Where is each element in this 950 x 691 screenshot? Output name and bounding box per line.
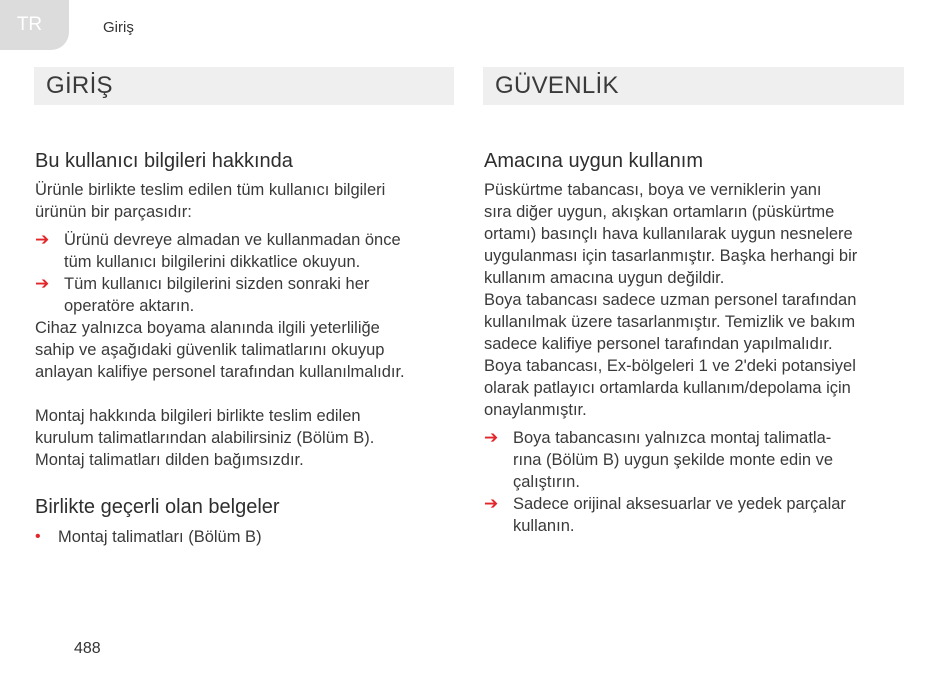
- arrow-right-icon: ➔: [484, 428, 499, 447]
- line: operatöre aktarın.: [64, 297, 195, 315]
- ex-zone-paragraph: [484, 355, 914, 421]
- line: Boya tabancası, Ex-bölgeleri 1 ve 2'deki potansiyel: [484, 357, 856, 375]
- assembly-paragraph: [35, 405, 455, 471]
- bullet-dot-icon: •: [35, 528, 41, 545]
- line: Boya tabancasını yalnızca montaj talimatla-: [513, 429, 832, 447]
- line: Cihaz yalnızca boyama alanında ilgili yeterliliğe: [35, 319, 380, 337]
- line: sadece kalifiye personel tarafından yapılmalıdır.: [484, 335, 833, 353]
- line: Ürünü devreye almadan ve kullanmadan önce: [64, 231, 401, 249]
- about-intro: [35, 179, 455, 223]
- list-item: [484, 493, 914, 537]
- line: ürünün bir parçasıdır:: [35, 203, 192, 221]
- line: onaylanmıştır.: [484, 401, 587, 419]
- line: Sadece orijinal aksesuarlar ve yedek parçalar: [513, 495, 846, 513]
- line: Ürünle birlikte teslim edilen tüm kullanıcı bilgileri: [35, 181, 386, 199]
- arrow-right-icon: ➔: [35, 230, 50, 249]
- line: kurulum talimatlarından alabilirsiniz (Bölüm B).: [35, 429, 375, 447]
- about-instructions: [35, 229, 455, 317]
- line: uygulanması için tasarlanmıştır. Başka herhangi bir: [484, 247, 858, 265]
- left-column: [35, 148, 455, 548]
- line: rına (Bölüm B) uygun şekilde monte edin ve: [513, 451, 834, 469]
- list-item: [35, 526, 455, 548]
- page-number: 488: [74, 640, 101, 657]
- safety-instructions: [484, 427, 914, 537]
- qualification-paragraph: [35, 317, 455, 383]
- docs-heading: Birlikte geçerli olan belgeler: [35, 496, 280, 518]
- line: Montaj talimatları dilden bağımsızdır.: [35, 451, 304, 469]
- line: sıra diğer uygun, akışkan ortamların (püskürtme: [484, 203, 835, 221]
- intended-use-paragraph: [484, 179, 914, 289]
- about-heading: Bu kullanıcı bilgileri hakkında: [35, 150, 293, 172]
- running-header: Giriş: [103, 19, 134, 36]
- line: anlayan kalifiye personel tarafından kullanılmalıdır.: [35, 363, 405, 381]
- line: sahip ve aşağıdaki güvenlik talimatlarını okuyup: [35, 341, 385, 359]
- line: Boya tabancası sadece uzman personel tarafından: [484, 291, 857, 309]
- docs-list: [35, 526, 455, 548]
- line: Montaj hakkında bilgileri birlikte teslim edilen: [35, 407, 361, 425]
- list-item: [484, 427, 914, 493]
- list-item: [35, 273, 455, 317]
- line: Tüm kullanıcı bilgilerini sizden sonraki her: [64, 275, 370, 293]
- line: kullanılmak üzere tasarlanmıştır. Temizlik ve bakım: [484, 313, 856, 331]
- line: tüm kullanıcı bilgilerini dikkatlice okuyun.: [64, 253, 361, 271]
- right-column: [484, 148, 914, 537]
- intended-use-heading: Amacına uygun kullanım: [484, 150, 704, 172]
- line: çalıştırın.: [513, 473, 580, 491]
- arrow-right-icon: ➔: [35, 274, 50, 293]
- line: ortamı) basınçlı hava kullanılarak uygun nesnelere: [484, 225, 853, 243]
- line: Püskürtme tabancası, boya ve verniklerin yanı: [484, 181, 822, 199]
- line: Montaj talimatları (Bölüm B): [58, 528, 262, 546]
- arrow-right-icon: ➔: [484, 494, 499, 513]
- line: kullanım amacına uygun değildir.: [484, 269, 725, 287]
- section-title-intro: GİRİŞ: [34, 67, 454, 105]
- language-tab: TR: [0, 0, 69, 50]
- section-title-safety: GÜVENLİK: [483, 67, 904, 105]
- line: olarak patlayıcı ortamlarda kullanım/depolama için: [484, 379, 851, 397]
- list-item: [35, 229, 455, 273]
- personnel-paragraph: [484, 289, 914, 355]
- line: kullanın.: [513, 517, 575, 535]
